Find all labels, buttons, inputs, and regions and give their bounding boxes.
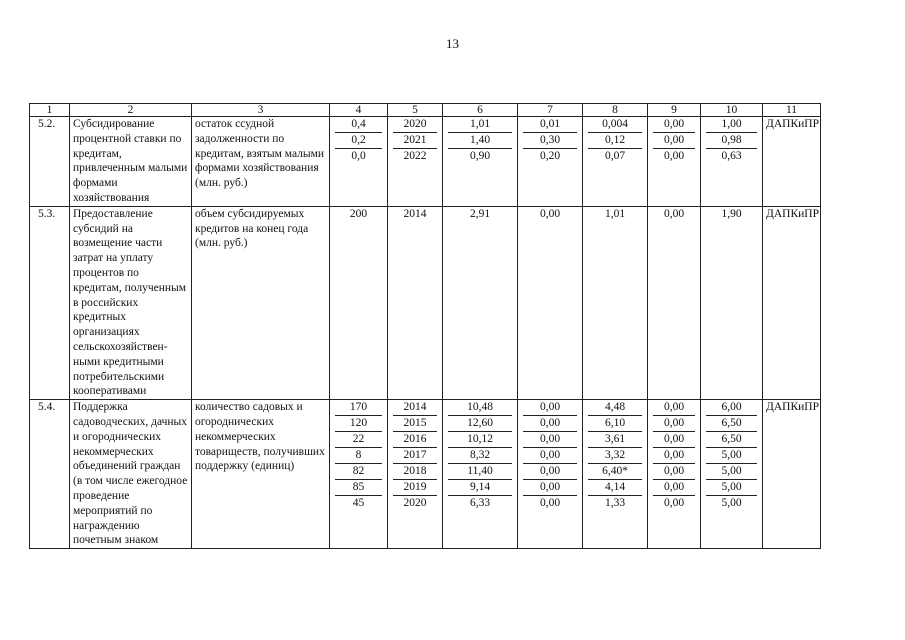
value-cell: 1,01 <box>448 117 512 133</box>
row-number: 5.4. <box>30 400 70 549</box>
value-column-c4 <box>330 400 388 549</box>
header-row <box>30 104 821 117</box>
value-cell: 200 <box>349 207 368 220</box>
value-cell: 4,48 <box>588 400 642 416</box>
value-column-c10 <box>701 400 763 549</box>
value-cell: 0,00 <box>653 464 695 480</box>
value-cell: 6,33 <box>469 497 491 510</box>
col-header: 4 <box>330 104 388 117</box>
value-cell: 0,00 <box>653 480 695 496</box>
measure-name: Поддержка садоводческих, дачных и огороднических некоммерческих объединений граждан (в том числе ежегодное проведение мероприятий по награждению почетным знаком <box>70 400 192 549</box>
value-cell: 0,98 <box>706 133 757 149</box>
measure-name: Предоставление субсидий на возмещение части затрат на уплату процентов по кредитам, полученным в российских кредитных организациях сельскохозяйствен-ными кредитными потребительскими кооперативами <box>70 206 192 399</box>
col-header: 9 <box>648 104 701 117</box>
value-cell: 2015 <box>393 416 437 432</box>
col-header: 6 <box>443 104 518 117</box>
col-header: 7 <box>518 104 583 117</box>
value-cell: 2014 <box>403 207 427 220</box>
value-column-c5 <box>388 206 443 399</box>
value-cell: 0,00 <box>539 497 561 510</box>
value-cell: 6,50 <box>706 432 757 448</box>
value-cell: 2022 <box>403 150 427 162</box>
indicator-name: количество садовых и огороднических некоммерческих товариществ, получивших поддержку (единиц) <box>192 400 330 549</box>
value-cell: 1,90 <box>721 207 742 220</box>
value-cell: 0,00 <box>653 133 695 149</box>
value-cell: 5,00 <box>706 464 757 480</box>
executor: ДАПКиПР <box>763 400 821 549</box>
value-column-c4 <box>330 117 388 207</box>
value-cell: 2,91 <box>469 207 491 220</box>
value-cell: 0,00 <box>663 497 685 510</box>
value-column-c7 <box>518 400 583 549</box>
value-cell: 0,12 <box>588 133 642 149</box>
value-cell: 2019 <box>393 480 437 496</box>
value-column-c10 <box>701 117 763 207</box>
value-cell: 10,12 <box>448 432 512 448</box>
measure-name: Субсидирование процентной ставки по кредитам, привлеченным малыми формами хозяйствования <box>70 117 192 207</box>
col-header: 11 <box>763 104 821 117</box>
value-cell: 8 <box>335 448 382 464</box>
value-column-c4 <box>330 206 388 399</box>
row-number: 5.2. <box>30 117 70 207</box>
value-cell: 0,00 <box>523 416 577 432</box>
value-cell: 0,00 <box>663 150 685 162</box>
value-column-c5 <box>388 400 443 549</box>
value-cell: 0,2 <box>335 133 382 149</box>
indicator-name: объем субсидируемых кредитов на конец года (млн. руб.) <box>192 206 330 399</box>
value-column-c6 <box>443 117 518 207</box>
value-cell: 0,00 <box>663 207 685 220</box>
row-number: 5.3. <box>30 206 70 399</box>
value-cell: 5,00 <box>706 480 757 496</box>
col-header: 3 <box>192 104 330 117</box>
value-cell: 85 <box>335 480 382 496</box>
value-cell: 0,00 <box>523 432 577 448</box>
value-cell: 0,00 <box>653 416 695 432</box>
value-cell: 5,00 <box>706 448 757 464</box>
value-cell: 0,0 <box>351 150 366 162</box>
value-column-c8 <box>583 400 648 549</box>
value-column-c10 <box>701 206 763 399</box>
value-cell: 2021 <box>393 133 437 149</box>
value-cell: 0,07 <box>604 150 626 162</box>
executor: ДАПКиПР <box>763 117 821 207</box>
value-cell: 11,40 <box>448 464 512 480</box>
value-cell: 0,01 <box>523 117 577 133</box>
col-header: 8 <box>583 104 648 117</box>
value-cell: 0,00 <box>653 432 695 448</box>
value-cell: 6,10 <box>588 416 642 432</box>
value-cell: 5,00 <box>721 497 742 510</box>
table-row <box>30 400 821 549</box>
value-cell: 3,32 <box>588 448 642 464</box>
value-cell: 1,40 <box>448 133 512 149</box>
value-column-c6 <box>443 400 518 549</box>
value-cell: 10,48 <box>448 400 512 416</box>
value-cell: 0,00 <box>523 480 577 496</box>
value-column-c8 <box>583 206 648 399</box>
value-cell: 4,14 <box>588 480 642 496</box>
value-cell: 82 <box>335 464 382 480</box>
value-cell: 170 <box>335 400 382 416</box>
value-cell: 45 <box>352 497 365 510</box>
indicator-name: остаток ссудной задолженности по кредитам, взятым малыми формами хозяйствования (млн. руб.) <box>192 117 330 207</box>
value-cell: 9,14 <box>448 480 512 496</box>
data-table <box>29 103 821 549</box>
value-cell: 0,00 <box>653 117 695 133</box>
value-column-c7 <box>518 206 583 399</box>
value-cell: 2016 <box>393 432 437 448</box>
value-cell: 6,00 <box>706 400 757 416</box>
table-row <box>30 206 821 399</box>
value-cell: 0,20 <box>539 150 561 162</box>
value-cell: 2020 <box>403 497 427 510</box>
value-cell: 0,30 <box>523 133 577 149</box>
value-column-c6 <box>443 206 518 399</box>
value-column-c9 <box>648 206 701 399</box>
executor: ДАПКиПР <box>763 206 821 399</box>
col-header: 5 <box>388 104 443 117</box>
col-header: 2 <box>70 104 192 117</box>
value-cell: 120 <box>335 416 382 432</box>
value-cell: 0,4 <box>335 117 382 133</box>
value-cell: 6,50 <box>706 416 757 432</box>
value-cell: 0,00 <box>539 207 561 220</box>
value-column-c9 <box>648 117 701 207</box>
value-column-c5 <box>388 117 443 207</box>
page-number: 13 <box>446 36 459 51</box>
value-column-c9 <box>648 400 701 549</box>
value-cell: 0,00 <box>523 464 577 480</box>
value-cell: 8,32 <box>448 448 512 464</box>
value-column-c8 <box>583 117 648 207</box>
value-column-c7 <box>518 117 583 207</box>
value-cell: 1,01 <box>604 207 626 220</box>
value-cell: 3,61 <box>588 432 642 448</box>
value-cell: 0,00 <box>653 448 695 464</box>
value-cell: 0,90 <box>469 150 491 162</box>
value-cell: 2018 <box>393 464 437 480</box>
col-header: 1 <box>30 104 70 117</box>
value-cell: 0,00 <box>523 400 577 416</box>
value-cell: 1,33 <box>604 497 626 510</box>
value-cell: 0,00 <box>523 448 577 464</box>
value-cell: 1,00 <box>706 117 757 133</box>
table-row <box>30 117 821 207</box>
value-cell: 12,60 <box>448 416 512 432</box>
value-cell: 0,63 <box>721 150 742 162</box>
value-cell: 22 <box>335 432 382 448</box>
value-cell: 0,004 <box>588 117 642 133</box>
value-cell: 2020 <box>393 117 437 133</box>
value-cell: 0,00 <box>653 400 695 416</box>
col-header: 10 <box>701 104 763 117</box>
value-cell: 2017 <box>393 448 437 464</box>
value-cell: 2014 <box>393 400 437 416</box>
value-cell: 6,40* <box>588 464 642 480</box>
